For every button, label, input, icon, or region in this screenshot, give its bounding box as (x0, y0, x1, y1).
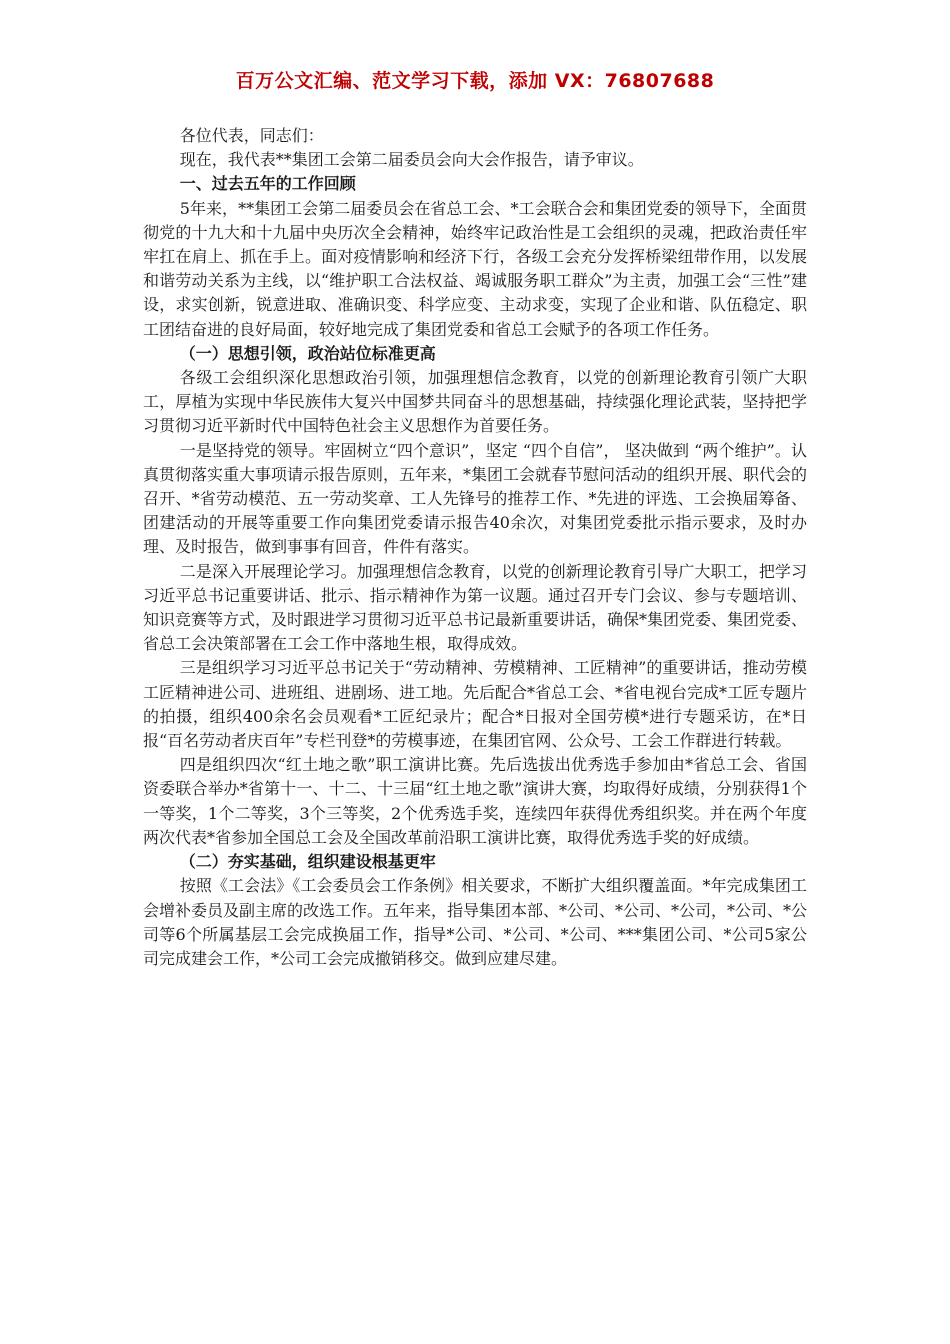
intro-paragraph: 现在，我代表**集团工会第二届委员会向大会作报告，请予审议。 (179, 150, 644, 170)
paragraph-organization: 按照《工会法》《工会委员会工作条例》相关要求，不断扩大组织覆盖面。*年完成集团工会增补委员及副主席的改选工作。五年来，指导集团本部、*公司、*公司、*公司，*公司、*公司等6个所属基层工会完成换届工作，指导*公司、*公司、*公司、***集团公司、*公司5家公司完成建会工作，*公司工会完成撤销移交。做到应建尽建。 (143, 876, 808, 968)
subsection-heading-2: （二）夯实基础，组织建设根基更牢 (179, 852, 436, 872)
report-body (143, 124, 807, 971)
paragraph-point-2: 二是深入开展理论学习。加强理想信念教育，以党的创新理论教育引导广大职工，把学习习近平总书记重要讲话、批示、指示精神作为第一议题。通过召开专门会议、参与专题培训、知识竞赛等方式，及时跟进学习贯彻习近平总书记最新重要讲话，确保*集团党委、集团党委、省总工会决策部署在工会工作中落地生根，取得成效。 (143, 561, 808, 654)
watermark-banner: 百万公文汇编、范文学习下载，添加 VX：76807688 (235, 70, 715, 92)
section-heading-1: 一、过去五年的工作回顾 (179, 174, 356, 194)
paragraph-point-4: 四是组织四次“红土地之歌”职工演讲比赛。先后选拔出优秀选手参加由*省总工会、省国资委联合举办*省第十一、十二、十三届“红土地之歌”演讲大赛，均取得好成绩，分别获得1个一等奖，1个二等奖，3个三等奖，2个优秀选手奖，连续四年获得优秀组织奖。并在两个年度两次代表*省参加全国总工会及全国改革前沿职工演讲比赛，取得优秀选手奖的好成绩。 (143, 755, 807, 847)
paragraph-ideology: 各级工会组织深化思想政治引领，加强理想信念教育，以党的创新理论教育引领广大职工，厚植为实现中华民族伟大复兴中国梦共同奋斗的思想基础，持续强化理论武装，坚持把学习贯彻习近平新时代中国特色社会主义思想作为首要任务。 (143, 368, 807, 436)
paragraph-point-3: 三是组织学习习近平总书记关于“劳动精神、劳模精神、工匠精神”的重要讲话，推动劳模工匠精神进公司、进班组、进剧场、进工地。先后配合*省总工会、*省电视台完成*工匠专题片的拍摄，组织400余名会员观看*工匠纪录片；配合*日报对全国劳模*进行专题采访，在*日报“百名劳动者庆百年”专栏刊登*的劳模事迹，在集团官网、公众号、工会工作群进行转载。 (143, 658, 808, 751)
paragraph-point-1: 一是坚持党的领导。牢固树立“四个意识”，坚定 “四个自信”， 坚决做到 “两个维护”。认真贯彻落实重大事项请示报告原则，五年来，*集团工会就春节慰问活动的组织开展、职代会的召开、*省劳动模范、五一劳动奖章、工人先锋号的推荐工作、*先进的评选、工会换届筹备、团建活动的开展等重要工作向集团党委请示报告40余次，对集团党委批示指示要求，及时办理、及时报告，做到事事有回音，件件有落实。 (143, 440, 808, 557)
subsection-heading-1: （一）思想引领，政治站位标准更高 (179, 343, 436, 363)
greeting: 各位代表，同志们： (179, 126, 324, 145)
paragraph-review: 5年来，**集团工会第二届委员会在省总工会、*工会联合会和集团党委的领导下，全面贯彻党的十九大和十九届中央历次全会精神，始终牢记政治性是工会组织的灵魂，把政治责任牢牢扛在肩上、抓在手上。面对疫情影响和经济下行，各级工会充分发挥桥梁纽带作用，以发展和谐劳动关系为主线，以“维护职工合法权益、竭诚服务职工群众”为主责，加强工会“三性”建设，求实创新，锐意进取、准确识变、科学应变、主动求变，实现了企业和谐、队伍稳定、职工团结奋进的良好局面，较好地完成了集团党委和省总工会赋予的各项工作任务。 (143, 198, 807, 339)
